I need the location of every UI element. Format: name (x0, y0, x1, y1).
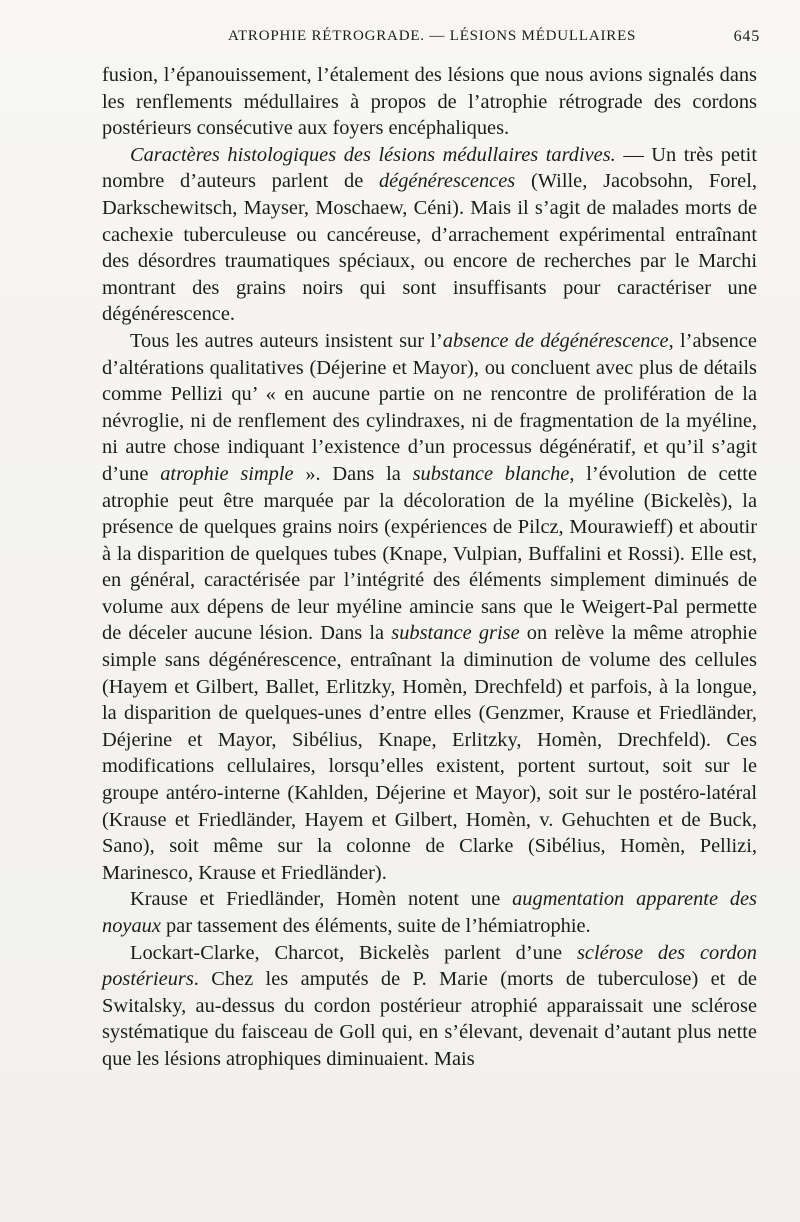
page-number: 645 (733, 28, 760, 45)
text-run: on relève la même atrophie simple sans dégénérescence, entraînant la diminution de volume des cellules (Hayem et Gilbert, Ballet, Erlitzky, Homèn, Drechfeld) et parfois, à la longue, la disparition de quelques-unes d’entre elles (Genzmer, Krause et Friedländer, Déjerine et Mayor, Sibélius, Knape, Erlitzky, Homèn, Drechfeld). Ces modifications cellulaires, lorsqu’elles existent, portent surtout, soit sur le groupe antéro-interne (Kahlden, Déjerine et Mayor), soit sur le postéro-latéral (Krause et Friedländer, Hayem et Gilbert, Homèn, v. Gehuchten et de Buck, Sano), soit même sur la colonne de Clarke (Sibélius, Homèn, Pellizi, Marinesco, Krause et Friedländer). (102, 622, 758, 884)
italic-text: sclérose des cordon postérieurs (102, 941, 757, 991)
italic-text: absence de dégénérescence (442, 329, 669, 352)
text-run: Krause et Friedländer, Homèn notent une (130, 888, 513, 911)
text-run: Tous les autres auteurs insistent sur l’ (130, 329, 443, 352)
paragraph (102, 142, 757, 328)
text-run: (Wille, Jacobsohn, Forel, Darkschewitsch, Mayser, Moschaew, Céni). Mais il s’agit de malades morts de cachexie tuberculeuse ou cancéreuse, d’arrachement expérimental entraînant des désordres traumatiques spéciaux, ou encore de recherches par le Marchi montrant des grains noirs qui sont insuffisants pour caractériser une dégénérescence. (102, 170, 757, 326)
running-header (100, 28, 760, 52)
text-run: par tassement des éléments, suite de l’hémiatrophie. (160, 915, 591, 937)
italic-text: dégénérescences (378, 170, 516, 193)
paragraph (102, 62, 757, 142)
text-run: Lockart-Clarke, Charcot, Bickelès parlent d’une (130, 941, 577, 964)
text-run: — Un très petit nombre d’auteurs parlent de (102, 143, 757, 193)
text-run: , l’absence d’altérations qualitatives (Déjerine et Mayor), ou concluent avec plus de détails comme Pellizi qu’ « en aucune partie on ne rencontre de prolifération de la névroglie, ni de renflement des cylindraxes, ni de fragmentation de la myéline, ni autre chose indiquant l’existence d’un processus dégénératif, et qu’il s’agit d’une (102, 329, 757, 485)
paragraph (102, 940, 757, 1073)
italic-text: substance grise (391, 622, 520, 645)
text-run: . Chez les amputés de P. Marie (morts de tuberculose) et de Switalsky, au-dessus du cordon postérieur atrophié apparaissait une sclérose systématique du faisceau de Goll qui, en s’élevant, devenait d’autant plus nette que les lésions atrophiques diminuaient. Mais (102, 968, 757, 1070)
italic-text: augmentation apparente des noyaux (102, 888, 757, 937)
italic-text: substance blanche (412, 462, 570, 485)
running-title: ATROPHIE RÉTROGRADE. — LÉSIONS MÉDULLAIRES (228, 28, 637, 44)
text-run: ». Dans la (293, 462, 413, 485)
italic-text: Caractères histologiques des lésions médullaires tardives. (130, 143, 616, 166)
body-text (102, 62, 757, 1073)
italic-text: atrophie simple (160, 462, 294, 485)
text-run: fusion, l’épanouissement, l’étalement des lésions que nous avions signalés dans les renflements médullaires à propos de l’atrophie rétrograde des cordons postérieurs consécutive aux foyers encéphaliques. (102, 64, 757, 140)
paragraph (102, 886, 757, 939)
paragraph (102, 328, 757, 886)
text-run: , l’évolution de cette atrophie peut être marquée par la décoloration de la myéline (Bickelès), la présence de quelques grains noirs (expériences de Pilcz, Mourawieff) et aboutir à la disparition de quelques tubes (Knape, Vulpian, Buffalini et Rossi). Elle est, en général, caractérisée par l’intégrité des éléments simplement diminués de volume aux dépens de leur myéline amincie sans que le Weigert-Pal permette de déceler aucune lésion. Dans la (102, 462, 757, 645)
